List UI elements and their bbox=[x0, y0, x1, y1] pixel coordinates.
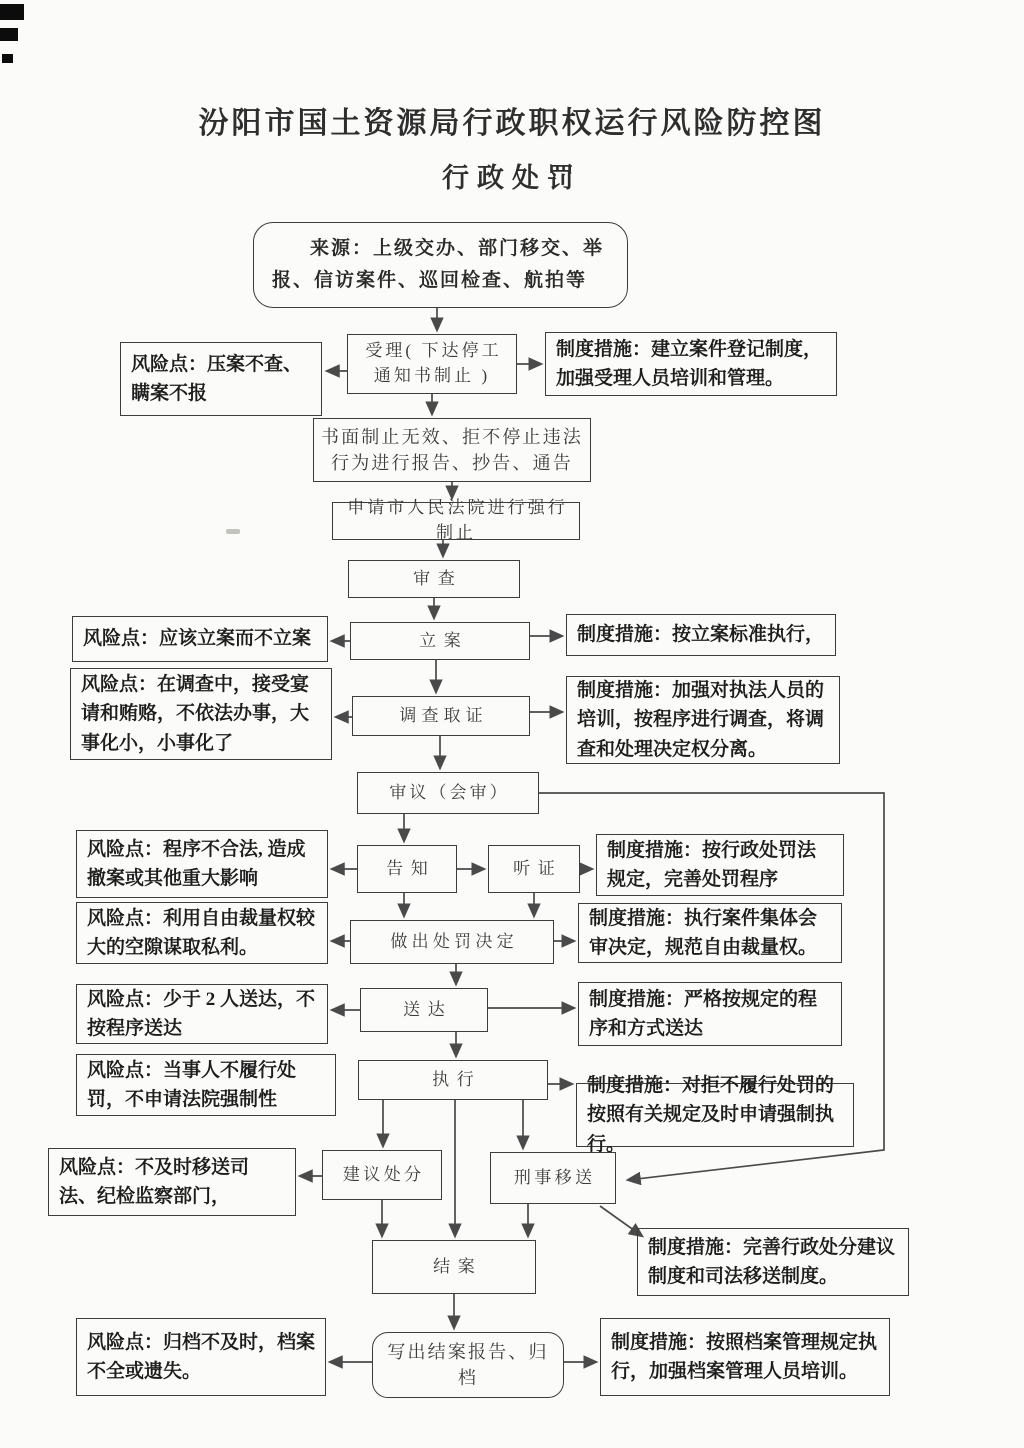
flow-node-close-case: 结案 bbox=[372, 1240, 536, 1294]
risk-box-execute: 风险点：当事人不履行处罚，不申请法院强制性 bbox=[76, 1054, 336, 1116]
measure-box-decision: 制度措施：执行案件集体会审决定，规范自由裁量权。 bbox=[578, 903, 842, 963]
risk-box-accept: 风险点：压案不查、瞒案不报 bbox=[120, 342, 322, 416]
risk-box-file-case: 风险点：应该立案而不立案 bbox=[72, 616, 328, 662]
risk-box-transfer: 风险点：不及时移送司法、纪检监察部门， bbox=[48, 1148, 296, 1216]
measure-box-notify: 制度措施：按行政处罚法规定，完善处罚程序 bbox=[596, 834, 844, 896]
connector-criminaltransfer-to-measure bbox=[600, 1206, 642, 1236]
flow-node-file-case: 立案 bbox=[350, 622, 530, 660]
page-title: 汾阳市国土资源局行政职权运行风险防控图 bbox=[198, 107, 826, 140]
flow-node-deliver: 送达 bbox=[360, 988, 488, 1032]
flow-node-source-text: 来源：上级交办、部门移交、举报、信访案件、巡回检查、航拍等 bbox=[272, 238, 605, 292]
measure-box-file-case: 制度措施：按立案标准执行， bbox=[566, 614, 836, 656]
measure-box-execute: 制度措施：对拒不履行处罚的按照有关规定及时申请强制执行。 bbox=[576, 1083, 854, 1147]
risk-box-archive: 风险点：归档不及时，档案不全或遗失。 bbox=[76, 1318, 326, 1396]
flow-node-written-stop: 书面制止无效、拒不停止违法行为进行报告、抄告、通告 bbox=[313, 418, 591, 482]
measure-box-archive: 制度措施：按照档案管理规定执行，加强档案管理人员培训。 bbox=[600, 1318, 890, 1396]
flow-node-decision: 做出处罚决定 bbox=[350, 920, 554, 964]
flow-node-deliberate: 审议（会审） bbox=[357, 772, 539, 814]
risk-box-decision: 风险点：利用自由裁量权较大的空隙谋取私利。 bbox=[76, 902, 328, 964]
flow-node-investigate: 调查取证 bbox=[352, 696, 530, 736]
flow-node-criminal-transfer: 刑事移送 bbox=[490, 1152, 616, 1204]
risk-box-investigate: 风险点：在调查中，接受宴请和贿赂，不依法办事，大事化小，小事化了 bbox=[70, 668, 332, 760]
flow-node-court-stop: 申请市人民法院进行强行制止 bbox=[332, 502, 580, 540]
flow-node-suggest-discipline: 建议处分 bbox=[322, 1150, 442, 1200]
risk-box-notify: 风险点：程序不合法, 造成撤案或其他重大影响 bbox=[76, 830, 328, 898]
risk-box-deliver: 风险点：少于 2 人送达，不按程序送达 bbox=[76, 984, 328, 1044]
flow-node-source bbox=[253, 222, 628, 308]
measure-box-accept: 制度措施：建立案件登记制度，加强受理人员培训和管理。 bbox=[545, 332, 837, 396]
flow-node-hearing: 听证 bbox=[488, 845, 580, 893]
flow-node-execute: 执行 bbox=[358, 1060, 548, 1100]
flow-node-review: 审查 bbox=[348, 560, 520, 598]
measure-box-deliver: 制度措施：严格按规定的程序和方式送达 bbox=[578, 982, 842, 1046]
measure-box-transfer: 制度措施：完善行政处分建议制度和司法移送制度。 bbox=[637, 1228, 909, 1296]
flow-node-report-archive: 写出结案报告、归档 bbox=[372, 1332, 564, 1398]
flow-node-accept: 受理( 下达停工通知书制止 ) bbox=[347, 334, 517, 394]
page-subtitle: 行政处罚 bbox=[442, 163, 582, 193]
flow-node-notify: 告知 bbox=[357, 845, 457, 893]
measure-box-investigate: 制度措施：加强对执法人员的培训，按程序进行调查，将调查和处理决定权分离。 bbox=[566, 676, 840, 764]
